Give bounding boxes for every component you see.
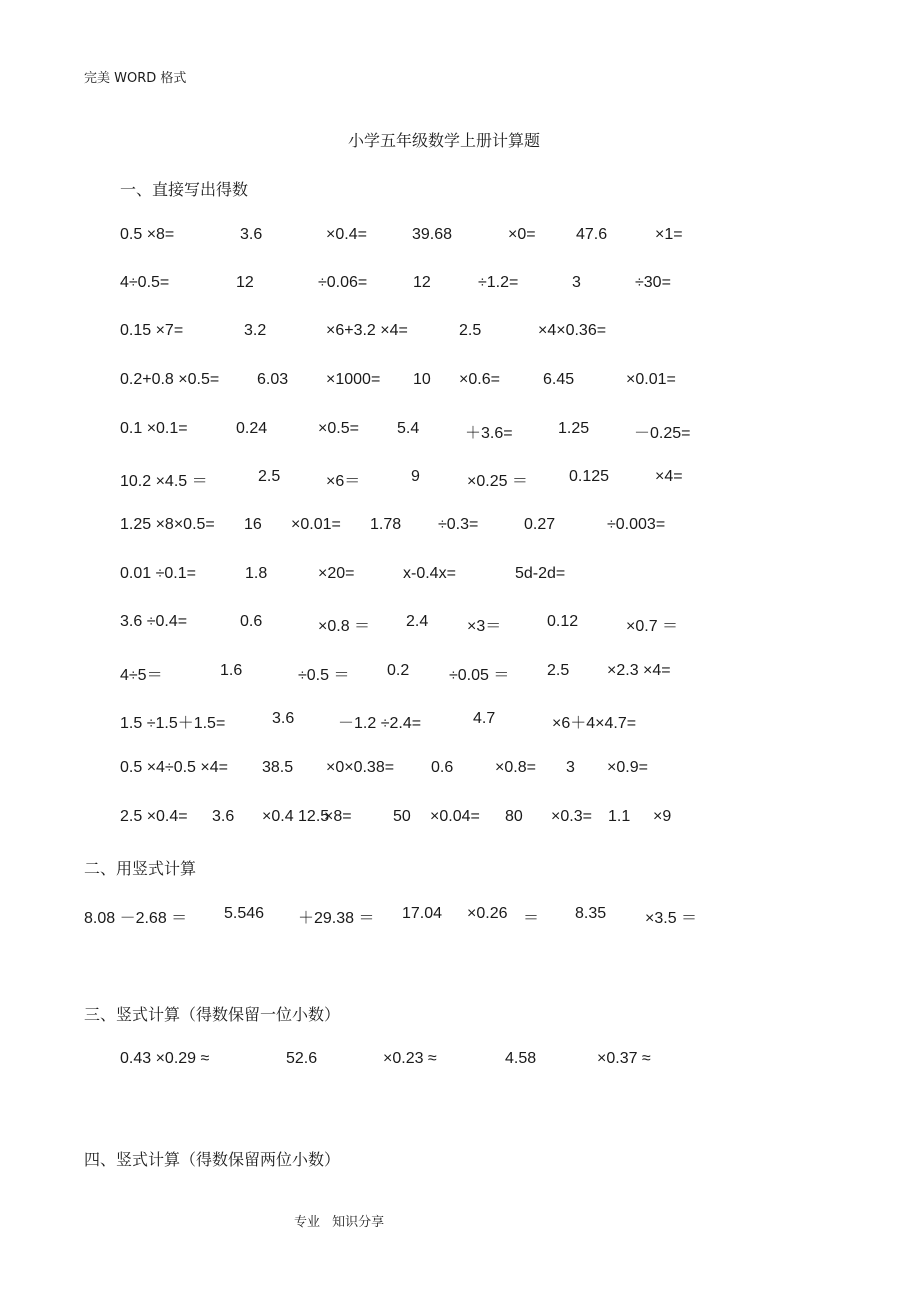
- section-1-problem-item: ×0.8 ＝: [318, 618, 371, 635]
- section-1-problem-item: ×0.7 ＝: [626, 618, 679, 635]
- section-1-problem-item: x-0.4x=: [403, 565, 456, 582]
- section-1-problem-item: ×0.6=: [459, 371, 500, 388]
- section-1-problem-item: ×0=: [508, 226, 536, 243]
- section-1-problem-item: 0.27: [524, 516, 556, 533]
- section-1-problem-item: 2.5: [258, 468, 281, 485]
- section-1-problem-item: ×8=: [324, 808, 352, 825]
- section-1-problem-item: ×0.4=: [326, 226, 367, 243]
- section-1-problem-item: ×6＝: [326, 473, 361, 490]
- section-1-problem-item: 5.4: [397, 420, 420, 437]
- document-footer: 专业 知识分享: [294, 1215, 385, 1230]
- section-1-problem-item: 3.6: [240, 226, 263, 243]
- section-1-problem-item: ÷30=: [635, 274, 671, 291]
- section-1-problem-item: 4÷0.5=: [120, 274, 170, 291]
- section-1-heading: 一、直接写出得数: [120, 180, 249, 199]
- section-1-problem-item: ÷0.3=: [438, 516, 479, 533]
- section-1-problem-item: 50: [393, 808, 411, 825]
- section-1-problem-item: ×6+3.2 ×4=: [326, 322, 408, 339]
- section-1-problem-item: 12: [236, 274, 254, 291]
- section-1-problem-item: 0.15 ×7=: [120, 322, 184, 339]
- section-2-problem-item: 8.08 －2.68 ＝: [84, 910, 188, 927]
- section-2-problem-item: 5.546: [224, 905, 265, 922]
- section-1-problem-item: ×0.3=: [551, 808, 592, 825]
- section-1-problem-item: 6.03: [257, 371, 289, 388]
- section-1-problem-item: 1.6: [220, 662, 243, 679]
- section-1-problem-item: ÷1.2=: [478, 274, 519, 291]
- section-1-problem-item: ×0.04=: [430, 808, 480, 825]
- section-1-problem-item: 3.2: [244, 322, 267, 339]
- section-1-problem-item: ×9: [653, 808, 672, 825]
- section-1-problem-item: 0.6: [240, 613, 263, 630]
- section-1-problem-item: 4÷5＝: [120, 667, 163, 684]
- section-1-problem-item: 80: [505, 808, 523, 825]
- section-1-problem-item: 2.5: [547, 662, 570, 679]
- section-4-heading: 四、竖式计算（得数保留两位小数）: [84, 1150, 341, 1169]
- section-1-problem-item: ×0.01=: [626, 371, 676, 388]
- section-1-problem-item: 1.5 ÷1.5＋1.5=: [120, 715, 226, 732]
- section-1-problem-item: 1.1: [608, 808, 631, 825]
- section-1-problem-item: 6.45: [543, 371, 575, 388]
- section-3-problem-item: 0.43 ×0.29 ≈: [120, 1050, 210, 1067]
- section-1-problem-item: ×0.01=: [291, 516, 341, 533]
- section-1-problem-item: －1.2 ÷2.4=: [338, 715, 422, 732]
- section-1-problem-item: 0.2+0.8 ×0.5=: [120, 371, 220, 388]
- section-1-problem-item: ×3＝: [467, 618, 502, 635]
- section-1-problem-item: 0.125: [569, 468, 610, 485]
- section-1-problem-item: 1.25: [558, 420, 590, 437]
- section-1-problem-item: 2.4: [406, 613, 429, 630]
- section-2-problem-item: ＋29.38 ＝: [298, 910, 375, 927]
- section-1-problem-item: ×0×0.38=: [326, 759, 395, 776]
- section-1-problem-item: 9: [411, 468, 420, 485]
- section-1-problem-item: ×0.5=: [318, 420, 359, 437]
- section-1-problem-item: 0.5 ×8=: [120, 226, 175, 243]
- section-1-problem-item: ×0.4 12.5: [262, 808, 330, 825]
- section-1-problem-item: ×1=: [655, 226, 683, 243]
- document-title: 小学五年级数学上册计算题: [348, 131, 541, 150]
- section-1-problem-item: 1.78: [370, 516, 402, 533]
- section-1-problem-item: 39.68: [412, 226, 453, 243]
- section-1-problem-item: 10: [413, 371, 431, 388]
- section-1-problem-item: －0.25=: [634, 425, 691, 442]
- section-1-problem-item: ÷0.5 ＝: [298, 667, 350, 684]
- section-2-heading: 二、用竖式计算: [84, 859, 197, 878]
- section-1-problem-item: 3.6 ÷0.4=: [120, 613, 188, 630]
- section-2-problem-item: 8.35: [575, 905, 607, 922]
- section-1-problem-item: 3.6: [212, 808, 235, 825]
- section-1-problem-item: ×6＋4×4.7=: [552, 715, 637, 732]
- document-header: 完美 WORD 格式: [84, 71, 187, 86]
- section-3-problem-item: ×0.23 ≈: [383, 1050, 437, 1067]
- section-3-heading: 三、竖式计算（得数保留一位小数）: [84, 1005, 341, 1024]
- section-1-problem-item: ÷0.06=: [318, 274, 368, 291]
- section-2-problem-item: 17.04: [402, 905, 443, 922]
- section-1-problem-item: ×0.8=: [495, 759, 536, 776]
- section-1-problem-item: 0.2: [387, 662, 410, 679]
- section-2-problem-item: ×0.26: [467, 905, 508, 922]
- section-1-problem-item: ×4×0.36=: [538, 322, 607, 339]
- section-1-problem-item: 1.8: [245, 565, 268, 582]
- section-1-problem-item: 0.12: [547, 613, 579, 630]
- section-1-problem-item: 1.25 ×8×0.5=: [120, 516, 215, 533]
- section-1-problem-item: 0.1 ×0.1=: [120, 420, 188, 437]
- section-3-problem-item: ×0.37 ≈: [597, 1050, 651, 1067]
- section-1-problem-item: 5d-2d=: [515, 565, 566, 582]
- section-3-problem-item: 52.6: [286, 1050, 318, 1067]
- section-1-problem-item: 0.6: [431, 759, 454, 776]
- section-1-problem-item: ×2.3 ×4=: [607, 662, 671, 679]
- section-1-problem-item: 10.2 ×4.5 ＝: [120, 473, 208, 490]
- section-1-problem-item: ÷0.003=: [607, 516, 666, 533]
- section-1-problem-item: 0.24: [236, 420, 268, 437]
- section-1-problem-item: 0.01 ÷0.1=: [120, 565, 196, 582]
- section-1-problem-item: 16: [244, 516, 262, 533]
- section-1-problem-item: 38.5: [262, 759, 294, 776]
- section-1-problem-item: ×1000=: [326, 371, 381, 388]
- section-3-problem-item: 4.58: [505, 1050, 537, 1067]
- section-1-problem-item: 4.7: [473, 710, 496, 727]
- section-1-problem-item: 3.6: [272, 710, 295, 727]
- section-1-problem-item: 3: [566, 759, 575, 776]
- section-1-problem-item: 2.5 ×0.4=: [120, 808, 188, 825]
- section-1-problem-item: 2.5: [459, 322, 482, 339]
- section-2-problem-item: ＝: [523, 910, 540, 927]
- section-1-problem-item: 12: [413, 274, 431, 291]
- section-1-problem-item: 47.6: [576, 226, 608, 243]
- section-1-problem-item: ×4=: [655, 468, 683, 485]
- section-1-problem-item: 0.5 ×4÷0.5 ×4=: [120, 759, 228, 776]
- section-1-problem-item: ÷0.05 ＝: [449, 667, 510, 684]
- section-1-problem-item: ×20=: [318, 565, 355, 582]
- section-1-problem-item: 3: [572, 274, 581, 291]
- section-2-problem-item: ×3.5 ＝: [645, 910, 698, 927]
- section-1-problem-item: ×0.9=: [607, 759, 648, 776]
- section-1-problem-item: ×0.25 ＝: [467, 473, 528, 490]
- section-1-problem-item: ＋3.6=: [465, 425, 513, 442]
